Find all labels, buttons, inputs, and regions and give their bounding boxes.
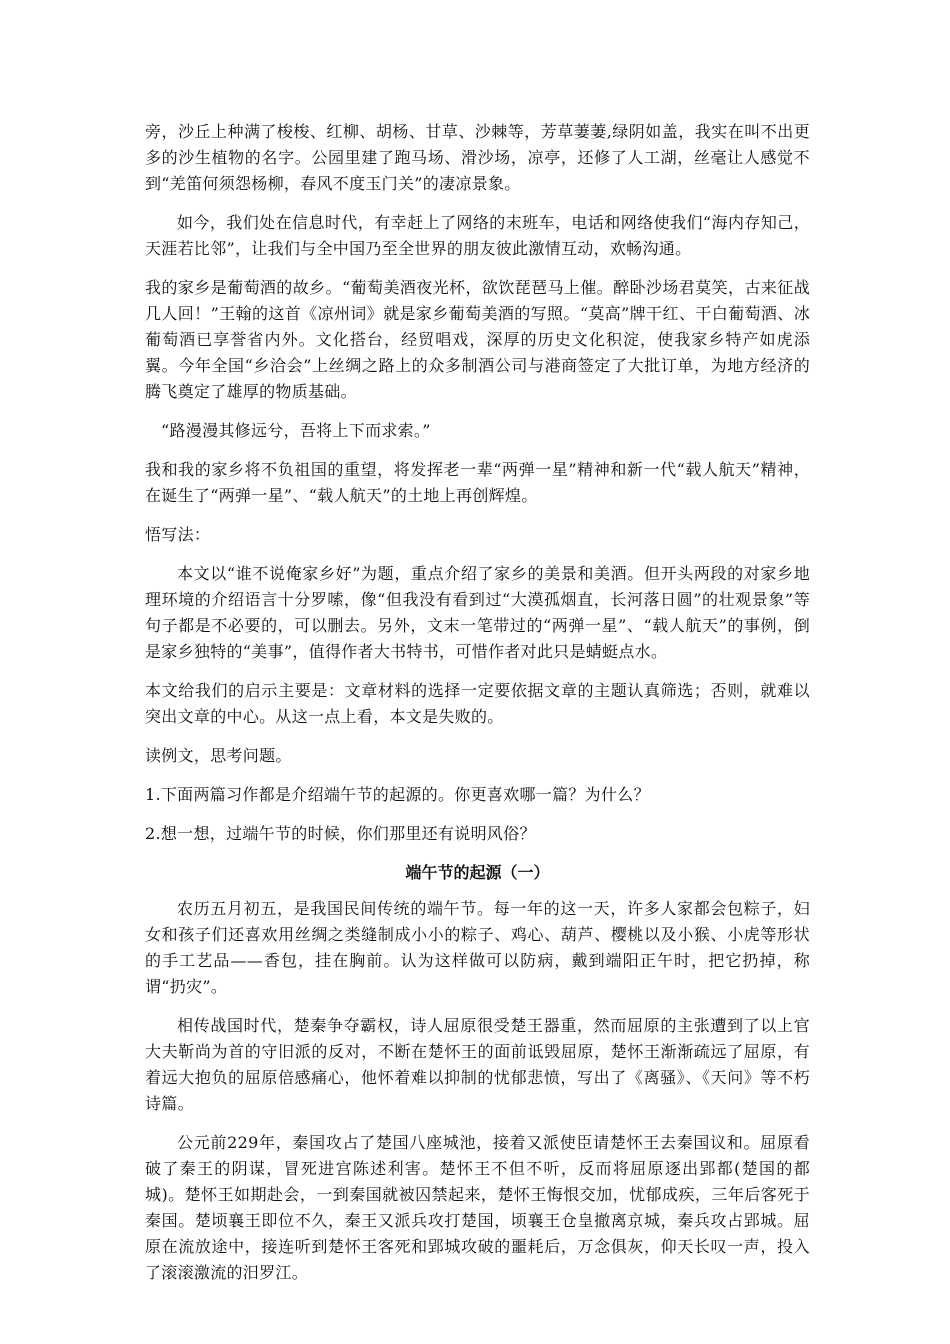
paragraph: 旁，沙丘上种满了梭梭、红柳、胡杨、甘草、沙棘等，芳草萋萋,绿阴如盖，我实在叫不出更多的沙生植物的名字。公园里建了跑马场、滑沙场，凉亭，还修了人工湖，丝毫让人感觉不到“羌笛何须怨杨柳，春风不度玉门关”的凄凉景象。 [145, 122, 810, 193]
question-2: 2.想一想，过端午节的时候，你们那里还有说明风俗？ [145, 824, 536, 843]
paragraph: 公元前229年，秦国攻占了楚国八座城池，接着又派使臣请楚怀王去秦国议和。屈原看破了秦王的阴谋，冒死进宫陈述利害。楚怀王不但不听，反而将屈原逐出郢都(楚国的都城)。楚怀王如期赴会，一到秦国就被囚禁起来，楚怀王悔恨交加，忧郁成疾，三年后客死于秦国。楚顷襄王即位不久，秦王又派兵攻打楚国，顷襄王仓皇撤离京城，秦兵攻占郢城。屈原在流放途中，接连听到楚怀王客死和郢城攻破的噩耗后，万念俱灰，仰天长叹一声，投入了滚滚激流的汨罗江。 [145, 1133, 810, 1282]
paragraph: 我的家乡是葡萄酒的故乡。“葡萄美酒夜光杯，欲饮琵琶马上催。醉卧沙场君莫笑，古来征战几人回！”王翰的这首《凉州词》就是家乡葡萄美酒的写照。“莫高”牌干红、干白葡萄酒、冰葡萄酒已享誉省内外。文化搭台，经贸唱戏，深厚的历史文化积淀，使我家乡特产如虎添翼。今年全国“乡洽会”上丝绸之路上的众多制酒公司与港商签定了大批订单，为地方经济的腾飞奠定了雄厚的物质基础。 [145, 278, 810, 401]
paragraph: 本文给我们的启示主要是：文章材料的选择一定要依据文章的主题认真筛选；否则，就难以突出文章的中心。从这一点上看，本文是失败的。 [145, 681, 810, 726]
section-title: 端午节的起源（一） [405, 863, 550, 882]
section-label: 悟写法： [145, 525, 211, 544]
paragraph: 本文以“谁不说俺家乡好”为题，重点介绍了家乡的美景和美酒。但开头两段的对家乡地理环境的介绍语言十分罗嗦，像“但我没有看到过“大漠孤烟直，长河落日圆”的壮观景象”等句子都是不必要的，可以删去。另外，文末一笔带过的“两弹一星”、“载人航天”的事例，倒是家乡独特的“美事”，值得作者大书特书，可惜作者对此只是蜻蜓点水。 [145, 564, 810, 661]
paragraph: 相传战国时代，楚秦争夺霸权，诗人屈原很受楚王器重，然而屈原的主张遭到了以上官大夫靳尚为首的守旧派的反对，不断在楚怀王的面前诋毁屈原，楚怀王渐渐疏远了屈原，有着远大抱负的屈原倍感痛心，他怀着难以抑制的忧郁悲愤，写出了《离骚》、《天问》等不朽诗篇。 [145, 1016, 810, 1113]
paragraph: 如今，我们处在信息时代，有幸赶上了网络的末班车，电话和网络使我们“海内存知己，天涯若比邻”，让我们与全中国乃至全世界的朋友彼此激情互动，欢畅沟通。 [145, 213, 810, 258]
paragraph: 农历五月初五，是我国民间传统的端午节。每一年的这一天，许多人家都会包粽子，妇女和孩子们还喜欢用丝绸之类缝制成小小的粽子、鸡心、葫芦、樱桃以及小猴、小虎等形状的手工艺品——香包，挂在胸前。认为这样做可以防病，戴到端阳正午时，把它扔掉，称谓“扔灾”。 [145, 899, 810, 996]
question-1: 1.下面两篇习作都是介绍端午节的起源的。你更喜欢哪一篇？为什么？ [145, 785, 650, 804]
quote-line: “路漫漫其修远兮，吾将上下而求索。” [161, 421, 431, 440]
paragraph: 我和我的家乡将不负祖国的重望，将发挥老一辈“两弹一星”精神和新一代“载人航天”精神，在诞生了“两弹一星”、“载人航天”的土地上再创辉煌。 [145, 460, 810, 505]
instruction-line: 读例文，思考问题。 [145, 746, 292, 765]
